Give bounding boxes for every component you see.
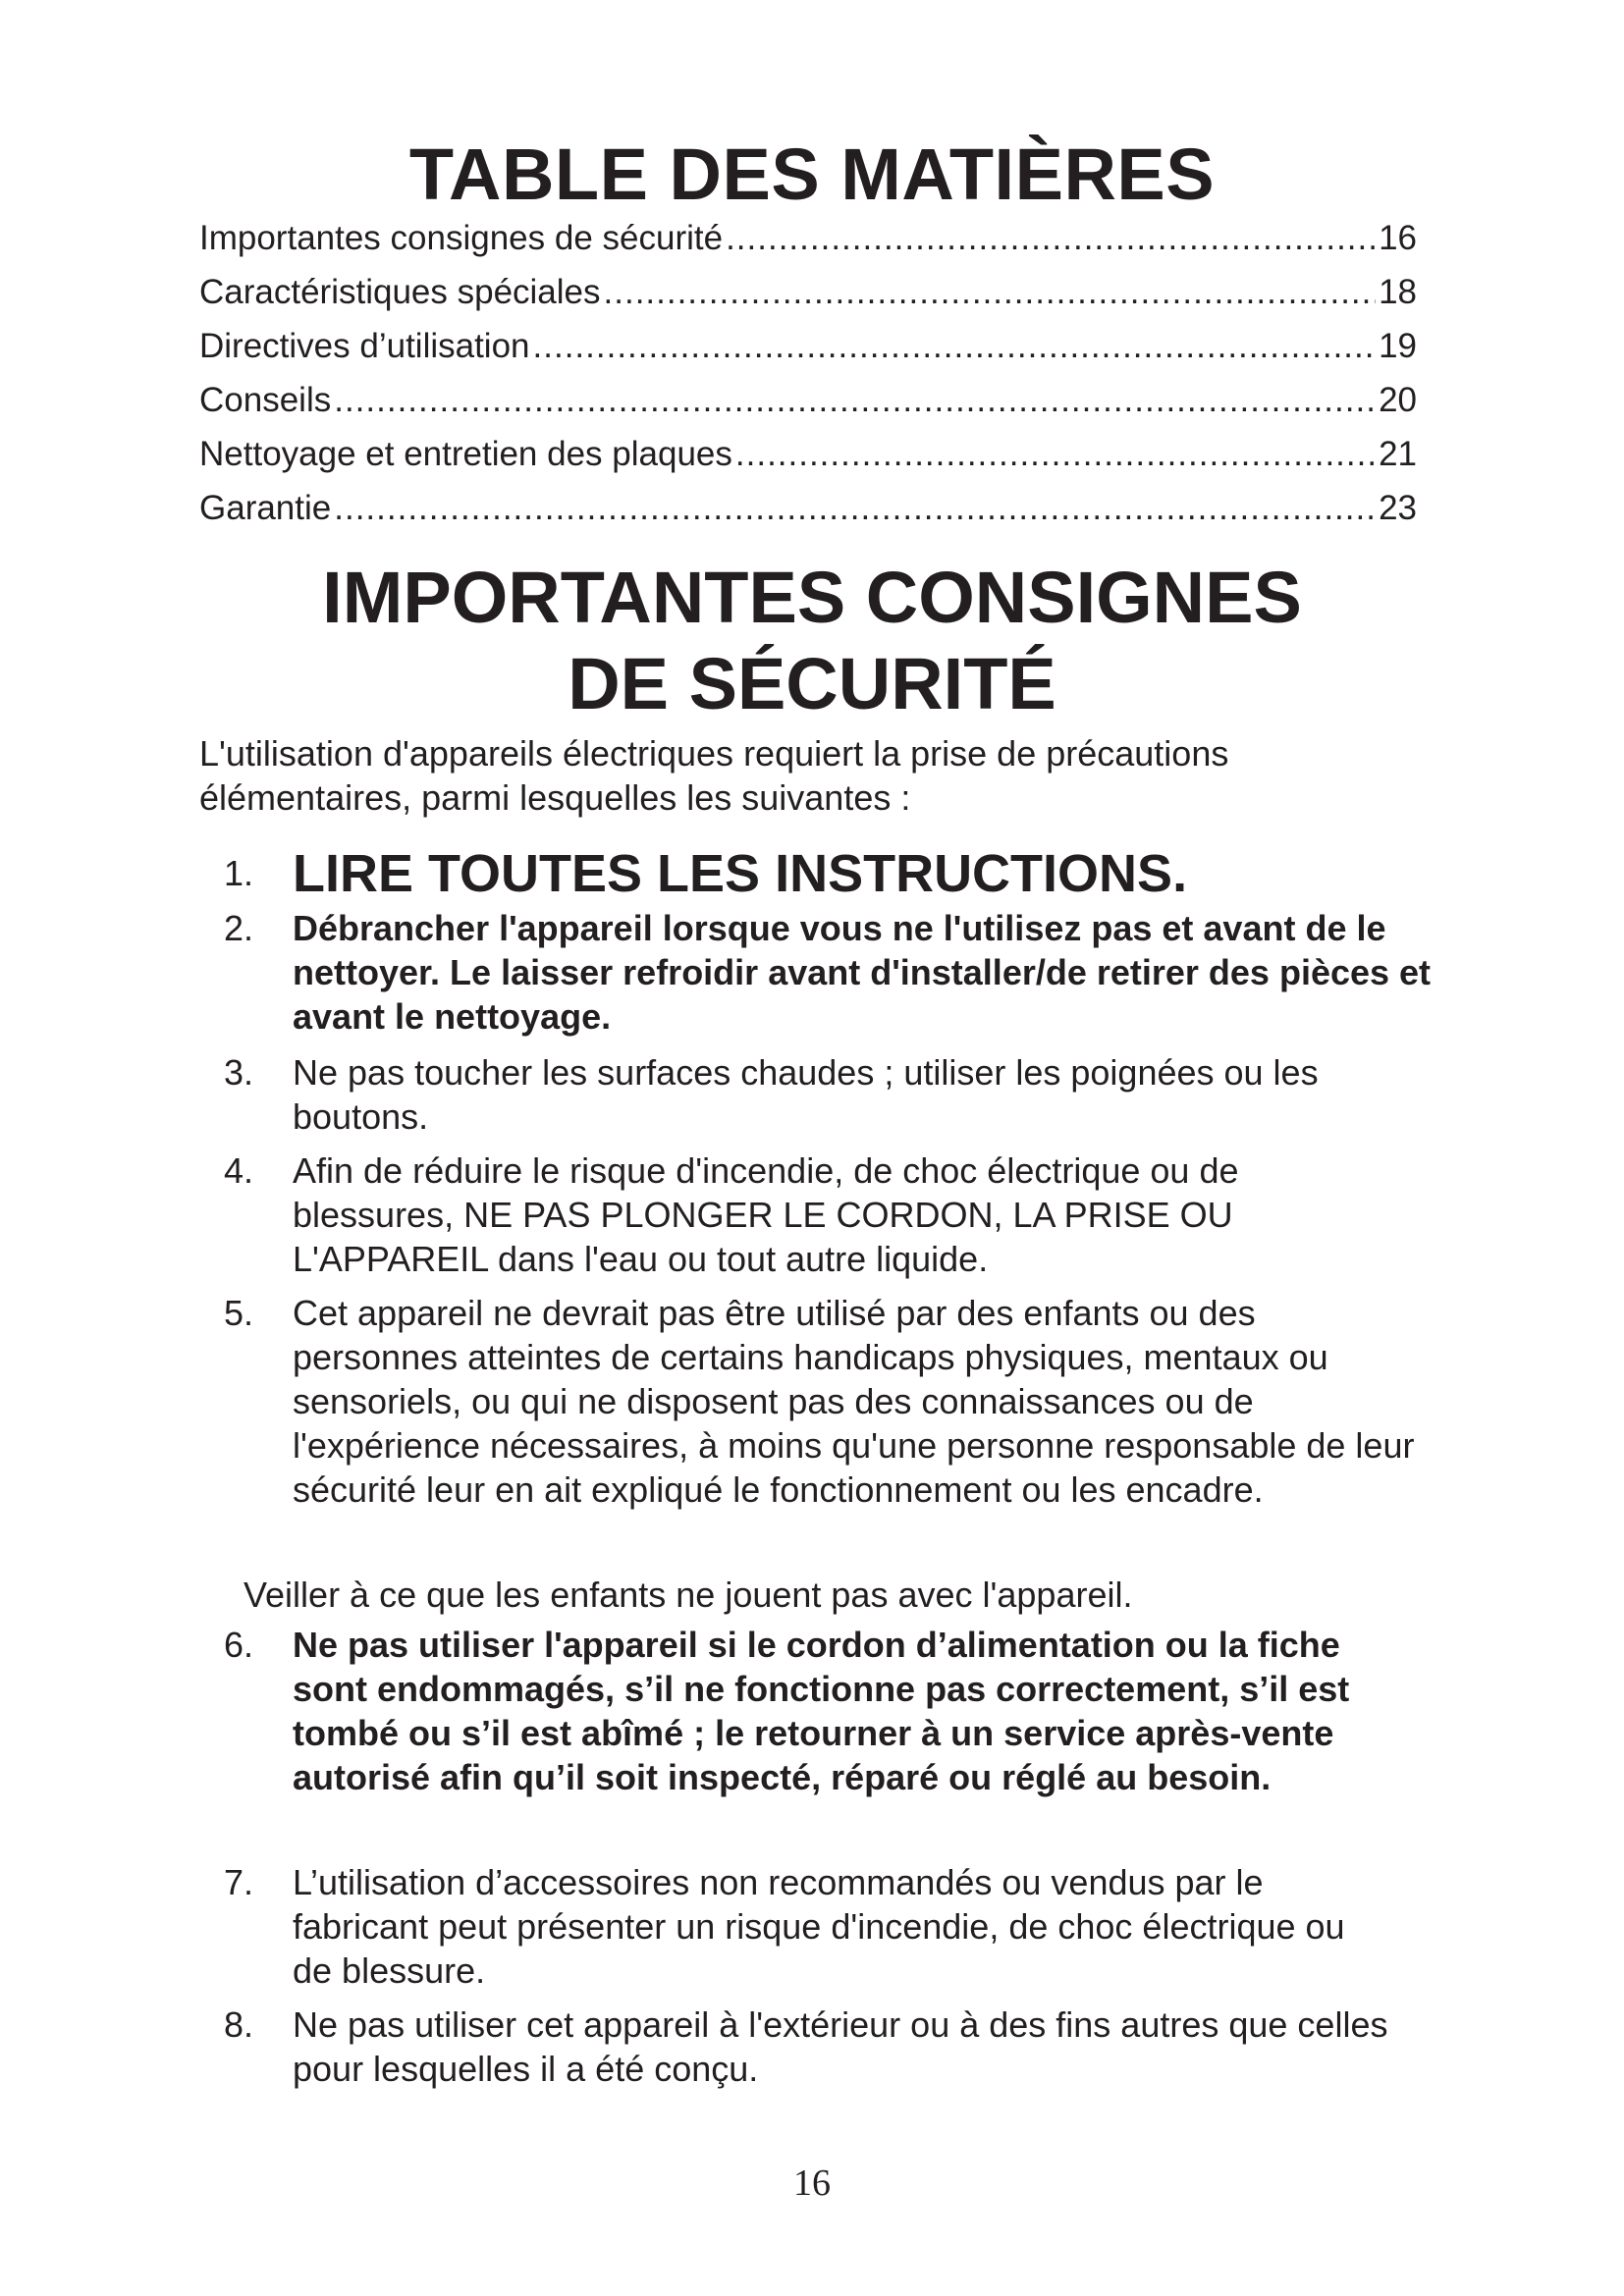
safety-item <box>199 1050 1466 1139</box>
safety-title-line1: IMPORTANTES CONSIGNES <box>322 557 1302 638</box>
toc-leader-dots <box>604 265 1377 319</box>
safety-title-line2: DE SÉCURITÉ <box>568 643 1056 724</box>
toc-entry-label: Conseils <box>199 381 332 419</box>
toc-entry <box>199 211 1417 265</box>
safety-item-text: Ne pas utiliser l'appareil si le cordon d’alimentation ou la fiche sont endommagés, s’il ne fonctionne pas correctement, s’il est tombé ou s’il est abîmé ; le retourner à un service après-vente autorisé afin qu’il soit inspecté, réparé ou réglé au besoin. <box>293 1625 1350 1797</box>
toc-entry <box>199 427 1417 481</box>
safety-item-text: Débrancher l'appareil lorsque vous ne l'utilisez pas et avant de le nettoyer. Le laisser refroidir avant d'installer/de retirer des pièces et avant le nettoyage. <box>293 908 1432 1037</box>
safety-item-text: LIRE TOUTES LES INSTRUCTIONS. <box>293 844 1188 903</box>
toc-entry <box>199 373 1417 427</box>
safety-item-text: Ne pas utiliser cet appareil à l'extérieur ou à des fins autres que celles pour lesquelles il a été conçu. <box>293 2004 1388 2089</box>
safety-item-number: 6. <box>223 1625 254 1665</box>
toc-entry-page: 23 <box>1379 489 1417 527</box>
safety-item-number: 2. <box>223 908 254 948</box>
safety-item-text: Ne pas toucher les surfaces chaudes ; utiliser les poignées ou les boutons. <box>293 1052 1319 1137</box>
safety-item <box>199 906 1466 1039</box>
toc-entry-label: Caractéristiques spéciales <box>199 273 601 311</box>
toc-entry <box>199 265 1417 319</box>
safety-note: Veiller à ce que les enfants ne jouent pas avec l'appareil. <box>244 1575 1133 1615</box>
toc-leader-dots <box>726 211 1376 265</box>
page-number: 16 <box>793 2163 831 2204</box>
toc-entry-page: 21 <box>1379 435 1417 473</box>
toc-leader-dots <box>334 373 1376 427</box>
toc-entry-page: 19 <box>1379 327 1417 365</box>
safety-item <box>199 1860 1466 1993</box>
safety-item-number: 4. <box>223 1150 254 1191</box>
safety-item-number: 3. <box>223 1052 254 1093</box>
safety-item-number: 1. <box>223 853 254 893</box>
toc-entry-label: Garantie <box>199 489 332 527</box>
toc-entry-page: 18 <box>1379 273 1417 311</box>
toc-title: TABLE DES MATIÈRES <box>408 133 1216 215</box>
safety-item <box>199 842 1466 905</box>
safety-item-text: Cet appareil ne devrait pas être utilisé par des enfants ou des personnes atteintes de certains handicaps physiques, mentaux ou sensoriels, ou qui ne disposent pas des connaissances ou de l'expérience nécessaires, à moins qu'une personne responsable de leur sécurité leur en ait expliqué le fonctionnement ou les encadre. <box>293 1293 1415 1510</box>
toc-entry-label: Nettoyage et entretien des plaques <box>199 435 732 473</box>
safety-intro: L'utilisation d'appareils électriques requiert la prise de précautions élémentaires, parmi lesquelles les suivantes : <box>199 733 1229 818</box>
safety-item <box>199 1148 1466 1281</box>
toc-leader-dots <box>334 481 1376 535</box>
toc-entry <box>199 481 1417 535</box>
toc-leader-dots <box>735 427 1376 481</box>
safety-item-text: L’utilisation d’accessoires non recommandés ou vendus par le fabricant peut présenter un risque d'incendie, de choc électrique ou de blessure. <box>293 1862 1345 1991</box>
safety-title <box>0 555 1624 727</box>
toc-entry <box>199 319 1417 373</box>
toc-entry-page: 16 <box>1379 219 1417 257</box>
toc-entry-page: 20 <box>1379 381 1417 419</box>
safety-item-text: Afin de réduire le risque d'incendie, de choc électrique ou de blessures, NE PAS PLONGER LE CORDON, LA PRISE OU L'APPAREIL dans l'eau ou tout autre liquide. <box>293 1150 1239 1279</box>
toc-entry-label: Directives d’utilisation <box>199 327 530 365</box>
safety-item-number: 8. <box>223 2004 254 2045</box>
safety-item <box>199 1623 1466 1799</box>
toc-entry-label: Importantes consignes de sécurité <box>199 219 724 257</box>
toc-leader-dots <box>533 319 1377 373</box>
safety-item <box>199 2002 1466 2091</box>
safety-item-number: 5. <box>223 1293 254 1333</box>
table-of-contents <box>199 211 1417 535</box>
safety-item <box>199 1291 1466 1512</box>
safety-item-number: 7. <box>223 1862 254 1902</box>
